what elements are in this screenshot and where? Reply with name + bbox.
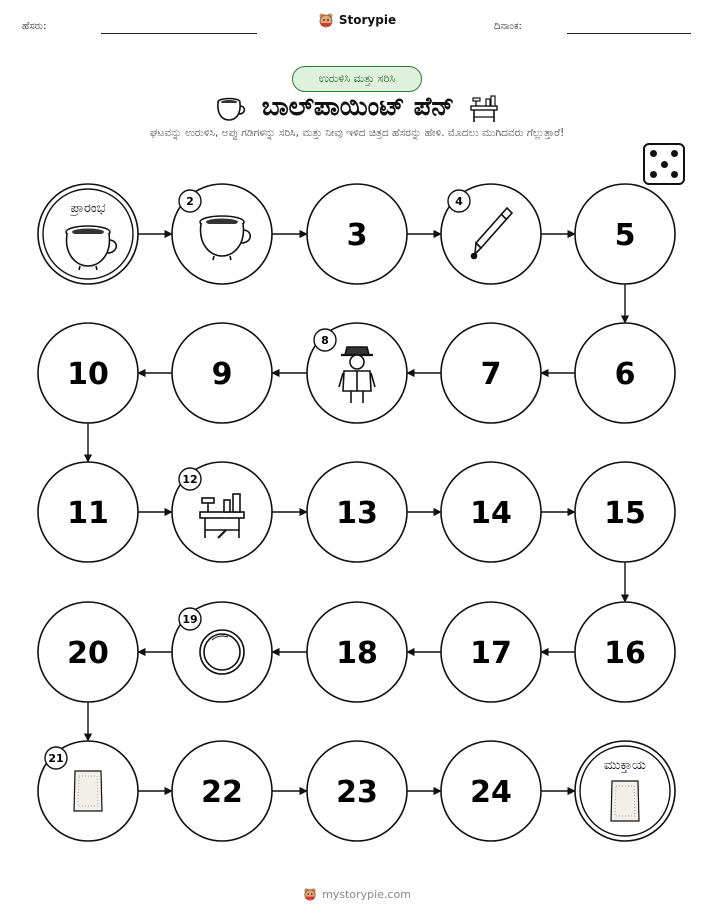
date-label: ದಿನಾಂಕ:	[494, 21, 522, 32]
board-space-4	[441, 184, 541, 284]
board-space-8	[307, 323, 407, 423]
page-title: ಬಾಲ್‌ಪಾಯಿಂಟ್ ಪೆನ್	[261, 92, 455, 122]
name-label: ಹೆಸರು:	[22, 21, 47, 32]
start-caption: ಪ್ರಾರಂಭ	[70, 201, 106, 216]
board-space-18	[307, 602, 407, 702]
finish-caption: ಮುಕ್ತಾಯ	[604, 758, 646, 773]
board-space-2	[172, 184, 272, 284]
board-space-22	[172, 741, 272, 841]
space-number: 13	[336, 496, 378, 531]
space-number: 24	[470, 775, 512, 810]
space-number: 17	[470, 636, 512, 671]
space-number: 5	[614, 218, 636, 253]
board-space-1	[38, 184, 138, 284]
space-number: 15	[604, 496, 646, 531]
space-number: 20	[67, 636, 109, 671]
board-space-3	[307, 184, 407, 284]
board-space-23	[307, 741, 407, 841]
space-number: 21	[48, 752, 64, 765]
board-space-12	[172, 462, 272, 562]
space-number: 11	[67, 496, 109, 531]
footer	[0, 887, 714, 901]
board-space-10	[38, 323, 138, 423]
board-space-9	[172, 323, 272, 423]
space-number: 14	[470, 496, 512, 531]
instructions: ಘಟವನ್ನು ಉರುಳಿಸಿ, ಅಪ್ಪು ಗಡಿಗಳನ್ನು ಸರಿಸಿ, ಮತ್ತು ನೀವು ಇಳಿದ ಚಿತ್ರದ ಹೆಸರನ್ನು ಹೇಳಿ. ಮೊದಲು ಮುಗಿದವರು ಗೆಲ್ಲುತ್ತಾರೆ!	[149, 127, 565, 139]
board-space-16	[575, 602, 675, 702]
paper-icon	[74, 771, 102, 811]
board-space-24	[441, 741, 541, 841]
space-number: 9	[211, 357, 233, 392]
space-number: 18	[336, 636, 378, 671]
game-type-banner: ಉರುಳಿಸಿ ಮತ್ತು ಸರಿಸಿ	[292, 66, 422, 92]
board-space-13	[307, 462, 407, 562]
board-space-11	[38, 462, 138, 562]
space-number: 10	[67, 357, 109, 392]
space-number: 6	[614, 357, 636, 392]
space-number: 8	[321, 334, 329, 347]
board-space-6	[575, 323, 675, 423]
board-space-15	[575, 462, 675, 562]
space-number: 19	[182, 613, 198, 626]
space-number: 23	[336, 775, 378, 810]
board-space-19	[172, 602, 272, 702]
footer-url[interactable]: mystorypie.com	[322, 887, 411, 901]
board-space-21	[38, 741, 138, 841]
storypie-logo-icon	[303, 887, 317, 901]
board-space-5	[575, 184, 675, 284]
board-space-25	[575, 741, 675, 841]
board-space-17	[441, 602, 541, 702]
space-number: 16	[604, 636, 646, 671]
space-number: 7	[480, 357, 502, 392]
space-number: 12	[182, 473, 198, 486]
space-number: 4	[455, 195, 463, 208]
space-number: 22	[201, 775, 243, 810]
board-space-7	[441, 323, 541, 423]
board-space-14	[441, 462, 541, 562]
paper-icon	[611, 781, 639, 821]
plate-icon	[200, 630, 244, 674]
space-number: 2	[186, 195, 194, 208]
board-space-20	[38, 602, 138, 702]
brand-name: Storypie	[338, 13, 397, 27]
space-number: 3	[346, 218, 368, 253]
